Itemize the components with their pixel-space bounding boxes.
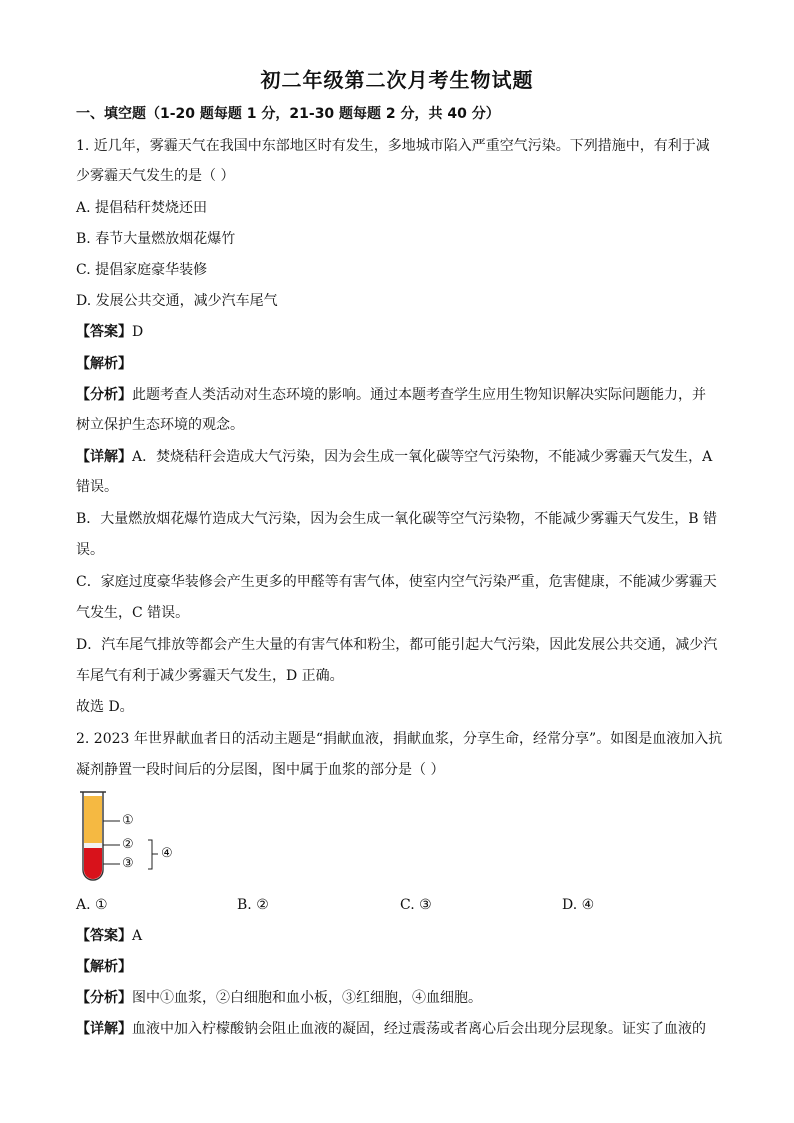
red-cell-layer xyxy=(84,848,102,879)
q1-xiangjie-d-line-2: 车尾气有利于减少雾霾天气发生，D 正确。 xyxy=(76,668,344,684)
q2-answer xyxy=(76,926,716,946)
label-1: ① xyxy=(122,813,134,828)
q1-conclusion: 故选 D。 xyxy=(76,699,134,715)
q1-fenxi-line-2: 树立保护生态环境的观念。 xyxy=(76,417,244,433)
q1-option-c: C. 提倡家庭豪华装修 xyxy=(76,262,208,278)
q1-stem-line-1: 1. 近几年，雾霾天气在我国中东部地区时有发生，多地城市陷入严重空气污染。下列措施中，有利于减 xyxy=(76,138,710,154)
fenxi-tag: 【分析】 xyxy=(76,387,132,403)
blood-tube-diagram xyxy=(76,788,196,888)
q1-xiangjie-b-line-1: B．大量燃放烟花爆竹造成大气污染，因为会生成一氧化碳等空气污染物，不能减少雾霾天气发生，B 错 xyxy=(76,511,718,527)
white-cell-layer xyxy=(84,843,102,848)
label-4: ④ xyxy=(161,846,173,861)
q2-option-a: A. ① xyxy=(76,897,108,913)
q2-xiangjie-line-1 xyxy=(76,1019,716,1039)
q1-xiangjie-d-line-1: D．汽车尾气排放等都会产生大量的有害气体和粉尘，都可能引起大气污染，因此发展公共交通，减少汽 xyxy=(76,637,718,653)
q2-stem-line-2: 凝剂静置一段时间后的分层图，图中属于血浆的部分是（ ） xyxy=(76,762,445,778)
q1-xiangjie-b-line-2: 误。 xyxy=(76,542,104,558)
section-heading: 一、填空题（1-20 题每题 1 分，21-30 题每题 2 分，共 40 分） xyxy=(76,106,500,122)
bracket-4 xyxy=(148,840,158,869)
fenxi-tag: 【分析】 xyxy=(76,990,132,1006)
q1-answer xyxy=(76,322,716,342)
q1-analysis-tag: 【解析】 xyxy=(76,356,132,372)
q1-option-d: D. 发展公共交通，减少汽车尾气 xyxy=(76,293,278,309)
label-3: ③ xyxy=(122,856,134,871)
q1-xiangjie-c-line-1: C．家庭过度豪华装修会产生更多的甲醛等有害气体，使室内空气污染严重，危害健康，不能减少雾霾天 xyxy=(76,574,717,590)
page-title: 初二年级第二次月考生物试题 xyxy=(260,68,534,92)
q2-option-b: B. ② xyxy=(237,897,269,913)
q2-analysis-tag: 【解析】 xyxy=(76,959,132,975)
xiangjie-a-text: A．焚烧秸秆会造成大气污染，因为会生成一氧化碳等空气污染物，不能减少雾霾天气发生，A xyxy=(132,449,713,465)
answer-tag: 【答案】 xyxy=(76,928,132,944)
q1-stem-line-2: 少雾霾天气发生的是（ ） xyxy=(76,168,235,184)
answer-tag: 【答案】 xyxy=(76,324,132,340)
xiangjie-tag: 【详解】 xyxy=(76,1021,132,1037)
q1-xiangjie-a-line-1 xyxy=(76,447,716,467)
q1-fenxi-line-1 xyxy=(76,385,716,405)
blood-tube-figure xyxy=(76,788,196,888)
q2-options-row xyxy=(76,895,716,915)
q2-stem-line-1: 2. 2023 年世界献血者日的活动主题是“捐献血液，捐献血浆，分享生命，经常分享”。如图是血液加入抗 xyxy=(76,731,723,747)
q1-option-a: A. 提倡秸秆焚烧还田 xyxy=(76,200,208,216)
q1-option-b: B. 春节大量燃放烟花爆竹 xyxy=(76,231,236,247)
xiangjie-tag: 【详解】 xyxy=(76,449,132,465)
q1-xiangjie-a-line-2: 错误。 xyxy=(76,479,118,495)
q1-xiangjie-c-line-2: 气发生，C 错误。 xyxy=(76,605,190,621)
fenxi-text: 此题考查人类活动对生态环境的影响。通过本题考查学生应用生物知识解决实际问题能力，并 xyxy=(132,387,706,403)
q2-option-c: C. ③ xyxy=(400,897,432,913)
q2-option-d: D. ④ xyxy=(562,897,595,913)
xiangjie-text: 血液中加入柠檬酸钠会阻止血液的凝固，经过震荡或者离心后会出现分层现象。证实了血液的 xyxy=(132,1021,706,1037)
plasma-layer xyxy=(84,796,102,843)
answer-value: D xyxy=(132,324,144,340)
q2-fenxi xyxy=(76,988,716,1008)
label-2: ② xyxy=(122,837,134,852)
answer-value: A xyxy=(132,928,143,944)
fenxi-text: 图中①血浆，②白细胞和血小板，③红细胞，④血细胞。 xyxy=(132,990,482,1006)
